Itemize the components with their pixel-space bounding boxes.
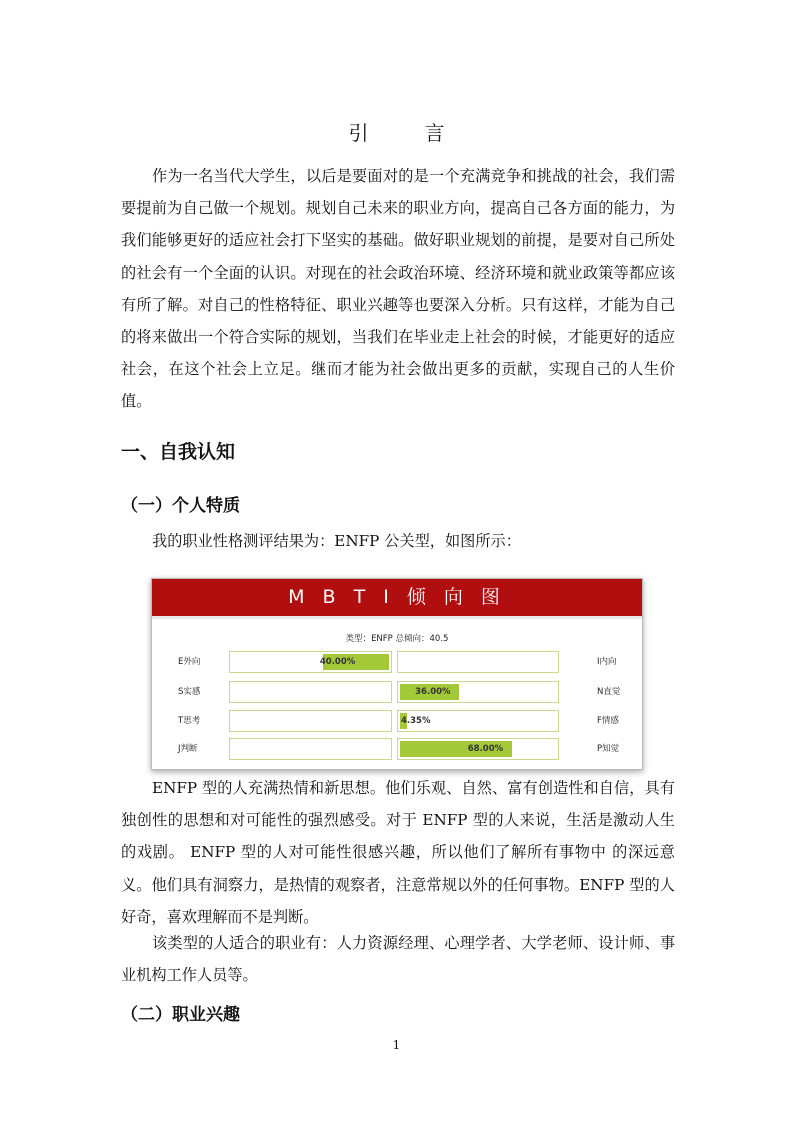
enfp-description-paragraph: ENFP 型的人充满热情和新思想。他们乐观、自然、富有创造性和自信，具有独创性的思想和对可能性的强烈感受。对于 ENFP 型的人来说，生活是激动人生的戏剧。 ENFP 型的人对可能性很感兴趣，所以他们了解所有事物中 的深远意义。他们具有洞察力，是热情的观察者，注意常规以外的任何事物。ENFP 型的人好奇，喜欢理解而不是判断。 bbox=[121, 779, 675, 926]
section-heading-self-awareness: 一、自我认知 bbox=[121, 441, 236, 463]
chart-left-track bbox=[229, 681, 392, 703]
chart-row bbox=[152, 651, 642, 673]
subsection-heading-career-interest: （二）职业兴趣 bbox=[121, 1005, 240, 1025]
chart-right-track bbox=[397, 651, 559, 673]
chart-left-track bbox=[229, 651, 392, 673]
chart-left-label: T思考 bbox=[178, 716, 201, 726]
chart-bar-value-label: 40.00% bbox=[319, 657, 356, 667]
chart-left-label: S实感 bbox=[178, 687, 201, 697]
chart-left-track bbox=[229, 710, 392, 732]
chart-left-label: E外向 bbox=[178, 657, 201, 667]
chart-left-track bbox=[229, 738, 392, 760]
chart-right-track bbox=[397, 738, 559, 760]
chart-right-label: F情感 bbox=[597, 716, 619, 726]
page-number: 1 bbox=[392, 1038, 401, 1052]
chart-right-track bbox=[397, 710, 559, 732]
chart-title: M B T I 倾 向 图 bbox=[152, 579, 642, 619]
subsection-heading-personal-traits: （一）个人特质 bbox=[121, 496, 240, 516]
intro-paragraph: 作为一名当代大学生，以后是要面对的是一个充满竞争和挑战的社会，我们需要提前为自己做一个规划。规划自己未来的职业方向，提高自己各方面的能力，为我们能够更好的适应社会打下坚实的基础。做好职业规划的前提，是要对自己所处的社会有一个全面的认识。对现在的社会政治环境、经济环境和就业政策等都应该有所了解。对自己的性格特征、职业兴趣等也要深入分析。只有这样，才能为自己的将来做出一个符合实际的规划，当我们在毕业走上社会的时候，才能更好的适应社会，在这个社会上立足。继而才能为社会做出更多的贡献，实现自己的人生价值。 bbox=[121, 167, 675, 411]
chart-bar-value-label: 68.00% bbox=[467, 744, 504, 754]
chart-subtitle: 类型：ENFP 总倾向：40.5 bbox=[345, 634, 449, 644]
chart-bar-value-label: 36.00% bbox=[415, 687, 451, 697]
chart-bar-value-label: 4.35% bbox=[401, 716, 431, 726]
mbti-chart bbox=[151, 578, 643, 770]
mbti-intro-line: 我的职业性格测评结果为：ENFP 公关型，如图所示： bbox=[152, 532, 521, 550]
chart-right-label: P知觉 bbox=[597, 744, 620, 754]
career-paragraph: 该类型的人适合的职业有：人力资源经理、心理学者、大学老师、设计师、事业机构工作人员等。 bbox=[121, 934, 675, 985]
chart-right-label: I内向 bbox=[597, 657, 617, 667]
page-title: 引 言 bbox=[348, 121, 463, 145]
chart-row bbox=[152, 710, 642, 732]
chart-left-label: J判断 bbox=[178, 744, 198, 754]
chart-right-label: N直觉 bbox=[597, 687, 621, 697]
chart-right-track bbox=[397, 681, 559, 703]
chart-row bbox=[152, 681, 642, 703]
chart-row bbox=[152, 738, 642, 760]
